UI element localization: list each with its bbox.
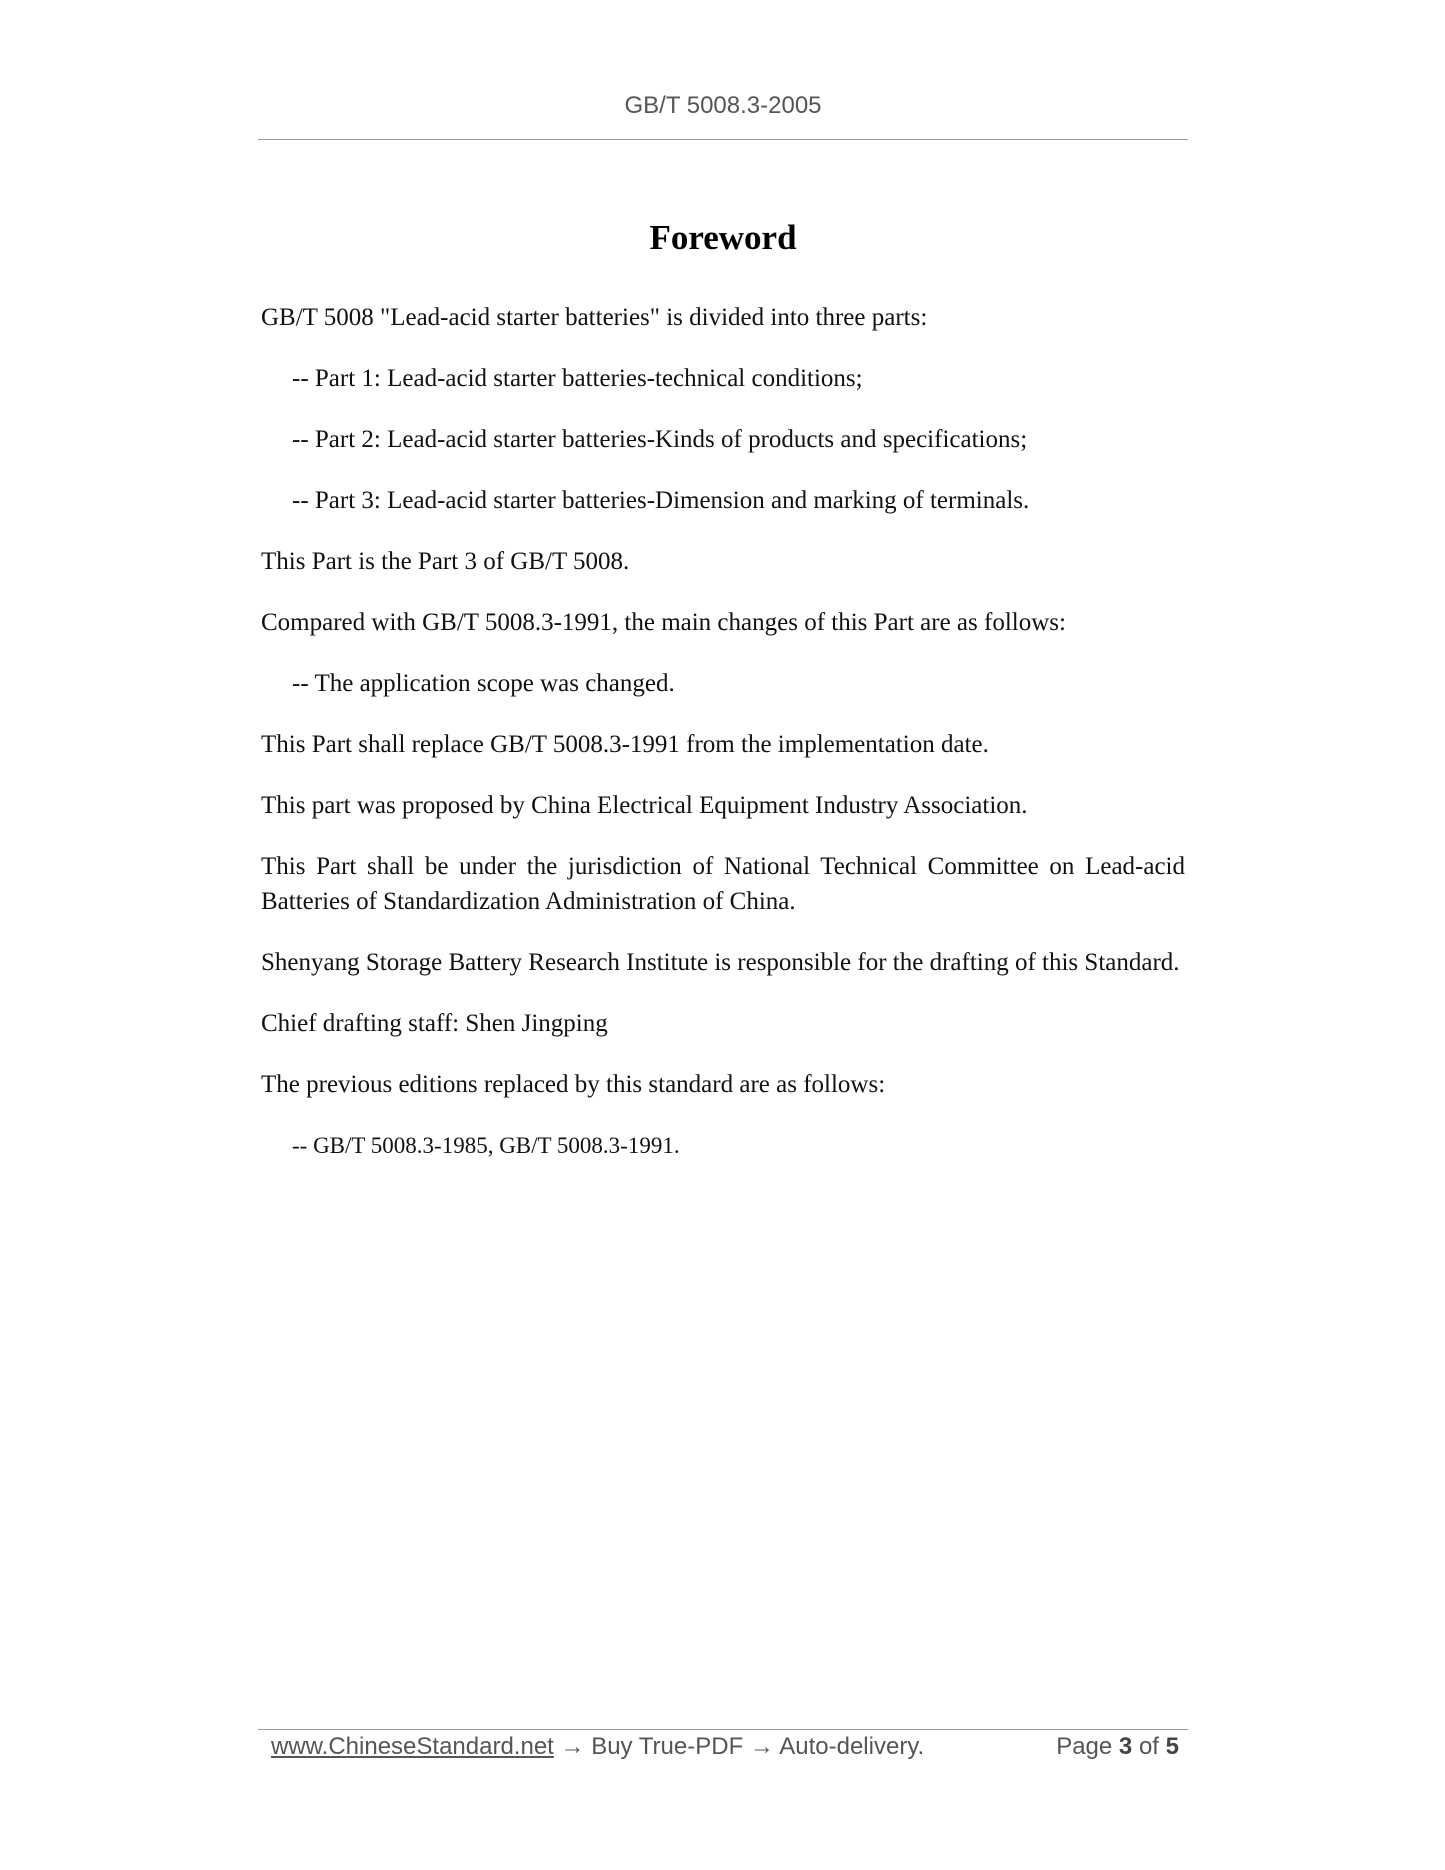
page-of-label: of xyxy=(1138,1733,1159,1760)
paragraph-jurisdiction: This Part shall be under the jurisdiction of National Technical Committee on Lead-acid Batteries of Standardization Administration of China. xyxy=(261,853,1185,915)
website-link[interactable]: www.ChineseStandard.net xyxy=(271,1733,554,1760)
buy-pdf-text: Buy True-PDF xyxy=(591,1733,744,1760)
paragraph-compared: Compared with GB/T 5008.3-1991, the main changes of this Part are as follows: xyxy=(261,609,1066,636)
header-divider xyxy=(258,139,1188,140)
paragraph-staff: Chief drafting staff: Shen Jingping xyxy=(261,1010,608,1037)
page-number xyxy=(1056,1733,1179,1761)
paragraph-this-part: This Part is the Part 3 of GB/T 5008. xyxy=(261,548,630,575)
paragraph-previous: The previous editions replaced by this standard are as follows: xyxy=(261,1071,886,1098)
list-item-change: -- The application scope was changed. xyxy=(292,670,675,697)
auto-delivery-text: Auto-delivery. xyxy=(779,1733,925,1760)
arrow-right-icon: → xyxy=(749,1733,774,1760)
list-item-part2: -- Part 2: Lead-acid starter batteries-Kinds of products and specifications; xyxy=(292,426,1028,453)
paragraph-drafting: Shenyang Storage Battery Research Institute is responsible for the drafting of this Standard. xyxy=(261,949,1180,976)
page-title: Foreword xyxy=(649,218,797,257)
total-pages: 5 xyxy=(1165,1733,1179,1760)
list-item-part3: -- Part 3: Lead-acid starter batteries-Dimension and marking of terminals. xyxy=(292,487,1030,514)
list-item-part1: -- Part 1: Lead-acid starter batteries-technical conditions; xyxy=(292,365,863,392)
page-label: Page xyxy=(1056,1733,1113,1760)
footer-divider xyxy=(258,1729,1188,1730)
paragraph-replace: This Part shall replace GB/T 5008.3-1991 from the implementation date. xyxy=(261,731,989,758)
paragraph-proposed: This part was proposed by China Electrical Equipment Industry Association. xyxy=(261,792,1028,819)
arrow-right-icon: → xyxy=(560,1733,585,1760)
list-item-editions: -- GB/T 5008.3-1985, GB/T 5008.3-1991. xyxy=(292,1133,680,1158)
current-page: 3 xyxy=(1118,1733,1133,1760)
paragraph-intro: GB/T 5008 "Lead-acid starter batteries" is divided into three parts: xyxy=(261,304,928,331)
document-body xyxy=(261,300,1185,1189)
footer-promo xyxy=(271,1733,924,1761)
page-header: GB/T 5008.3-2005 xyxy=(624,92,822,119)
